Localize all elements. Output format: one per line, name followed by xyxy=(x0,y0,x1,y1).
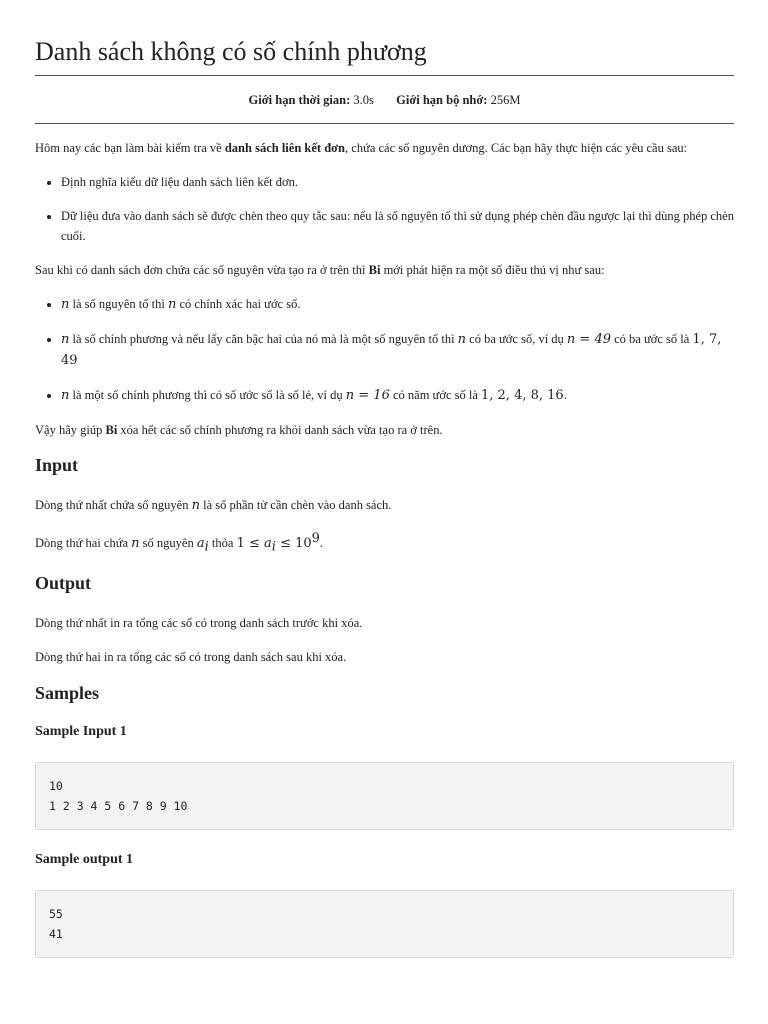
page-title: Danh sách không có số chính phương xyxy=(35,0,734,76)
task-paragraph: Vậy hãy giúp Bi xóa hết các số chính phương ra khỏi danh sách vừa tạo ra ở trên. xyxy=(35,423,443,437)
facts-list xyxy=(35,294,734,406)
limits-bar xyxy=(35,76,734,124)
output-line-1: Dòng thứ nhất in ra tổng các số có trong danh sách trước khi xóa. xyxy=(35,615,363,630)
samples-heading: Samples xyxy=(35,682,100,703)
output-heading: Output xyxy=(35,572,92,593)
time-limit-value: 3.0s xyxy=(353,93,374,107)
input-heading: Input xyxy=(35,455,79,475)
sample-input-block[interactable]: 10 1 2 3 4 5 6 7 8 9 10 xyxy=(35,762,734,830)
input-line-1: Dòng thứ nhất chứa số nguyên n là số phần tử cần chèn vào danh sách. xyxy=(35,498,392,513)
output-line-2: Dòng thứ hai in ra tổng các số có trong danh sách sau khi xóa. xyxy=(35,649,347,664)
intro-paragraph: Hôm nay các bạn làm bài kiểm tra về danh sách liên kết đơn, chứa các số nguyên dương. Các bạn hãy thực hiện các yêu cầu sau: xyxy=(35,141,688,155)
time-limit-label: Giới hạn thời gian: xyxy=(248,93,351,107)
input-line-2: Dòng thứ hai chứa n số nguyên $a_i$ thỏa $1 \le a_i \le 10^9$. xyxy=(35,531,324,555)
memory-limit-value: 256M xyxy=(490,93,521,107)
list-item: • Dữ liệu đưa vào danh sách sẽ được chèn theo quy tắc sau: nếu là số nguyên tố thì sử dụng phép chèn đầu ngược lại thì dùng phép chèn cuối. xyxy=(61,206,734,246)
list-item: • n là số chính phương và nếu lấy căn bậc hai của nó mà là một số nguyên tố thì n có ba ước số, ví dụ n = 49 có ba ước số là 1, 7, 49 xyxy=(61,329,734,371)
sample-output-block[interactable]: 55 41 xyxy=(35,890,734,958)
list-item: • n là số nguyên tố thì n có chính xác hai ước số. xyxy=(61,294,734,315)
list-item: • n là một số chính phương thì có số ước số là số lẻ, ví dụ n = 16 có năm ước số là 1, 2, 4, 8, 16. xyxy=(61,385,734,406)
list-item: • Định nghĩa kiểu dữ liệu danh sách liên kết đơn. xyxy=(61,172,734,192)
sample-input-title: Sample Input 1 xyxy=(35,723,127,739)
memory-limit-label: Giới hạn bộ nhớ: xyxy=(396,93,488,107)
discovery-paragraph: Sau khi có danh sách đơn chứa các số nguyên vừa tạo ra ở trên thì Bi mới phát hiện ra một số điều thú vị như sau: xyxy=(35,263,605,277)
sample-output-title: Sample output 1 xyxy=(35,851,134,867)
requirements-list xyxy=(35,172,734,246)
